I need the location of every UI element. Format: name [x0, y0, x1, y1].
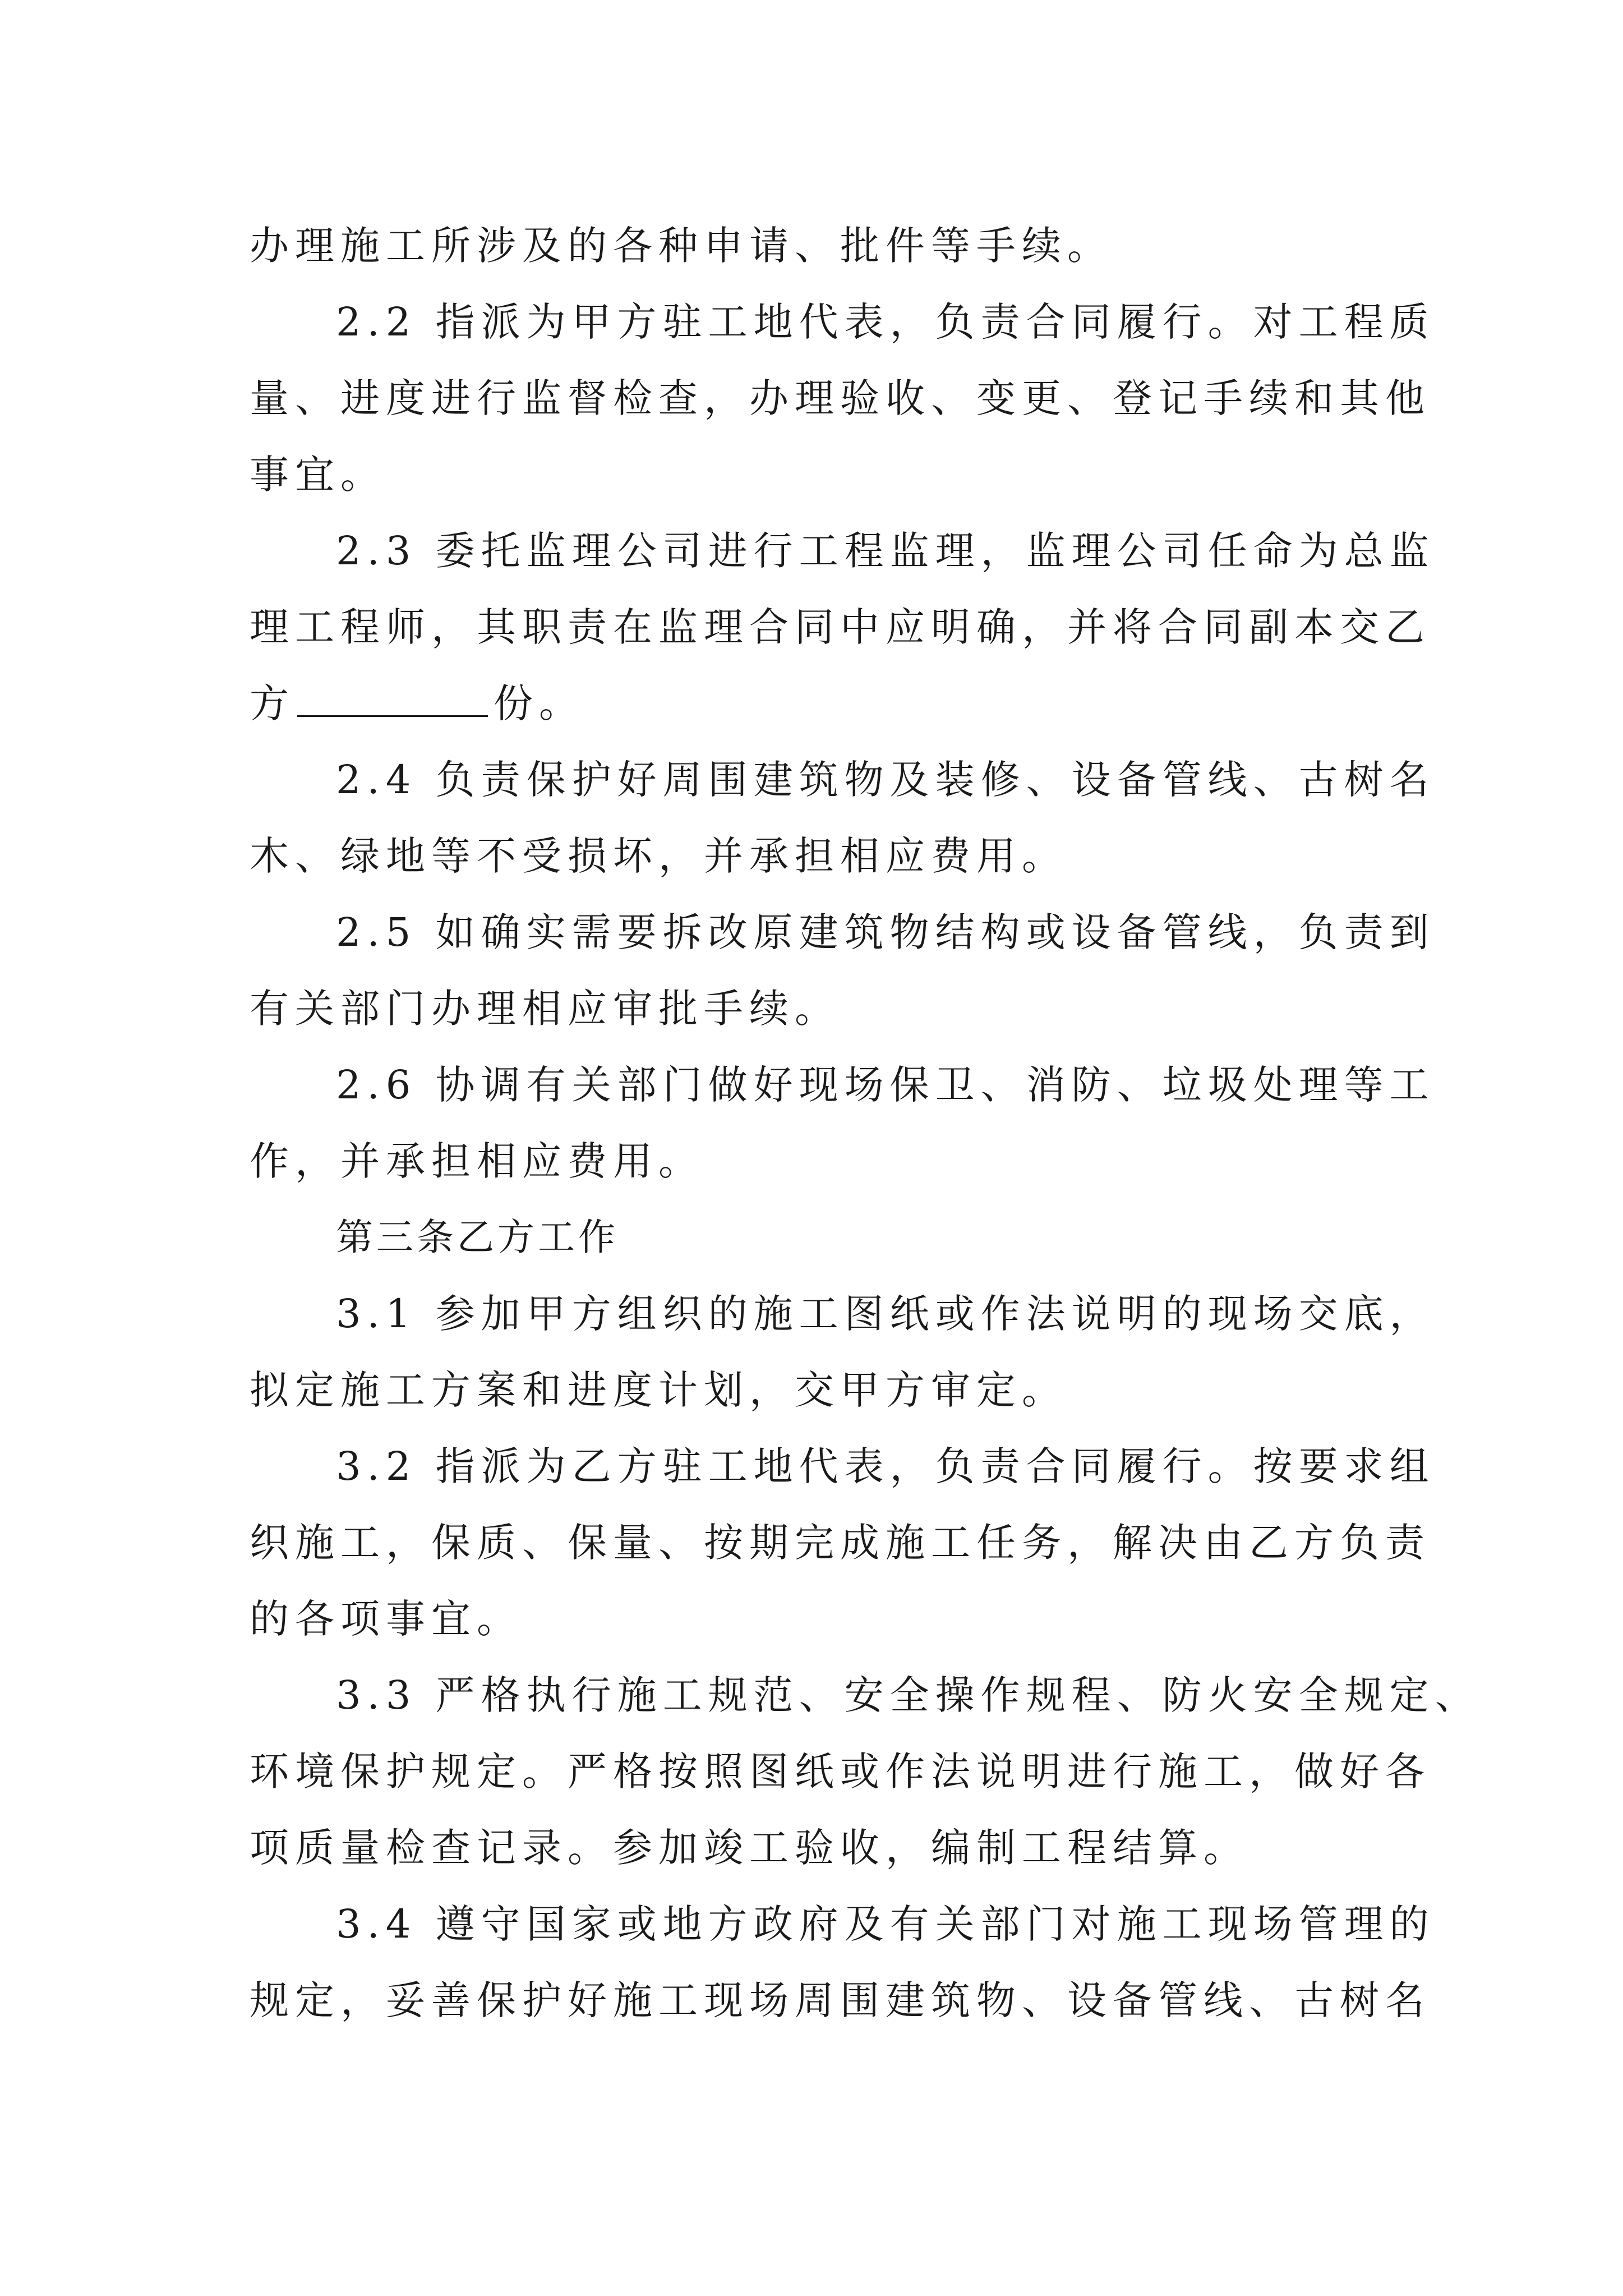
clause-2-5-line: 2.5 如确实需要拆改原建筑物结构或设备管线，负责到	[336, 909, 1435, 955]
clause-3-2-line: 3.2 指派为乙方驻工地代表，负责合同履行。按要求组	[336, 1443, 1435, 1489]
clause-3-1-line: 3.1 参加甲方组织的施工图纸或作法说明的现场交底，	[336, 1291, 1435, 1337]
clause-3-2-line: 织施工，保质、保量、按期完成施工任务，解决由乙方负责	[250, 1520, 1431, 1566]
clause-2-3-line: 理工程师，其职责在监理合同中应明确，并将合同副本交乙	[250, 604, 1431, 650]
clause-2-3-line: 2.3 委托监理公司进行工程监理，监理公司任命为总监	[336, 528, 1435, 574]
clause-3-3-line: 3.3 严格执行施工规范、安全操作规程、防火安全规定、	[336, 1672, 1481, 1718]
clause-2-4-line: 木、绿地等不受损坏，并承担相应费用。	[250, 833, 1067, 879]
clause-2-6-line: 2.6 协调有关部门做好现场保卫、消防、垃圾处理等工	[336, 1062, 1435, 1108]
clause-3-3-line: 环境保护规定。严格按照图纸或作法说明进行施工，做好各	[250, 1749, 1431, 1795]
clause-3-4-line: 规定，妥善保护好施工现场周围建筑物、设备管线、古树名	[250, 1977, 1431, 2023]
clause-3-3-line: 项质量检查记录。参加竣工验收，编制工程结算。	[250, 1825, 1249, 1871]
clause-2-3-line	[250, 665, 1385, 742]
paragraph-line: 办理施工所涉及的各种申请、批件等手续。	[250, 223, 1113, 269]
clause-2-6-line: 作，并承担相应费用。	[250, 1138, 704, 1184]
clause-2-2-line: 事宜。	[250, 452, 386, 498]
clause-2-3-text-before-blank: 方	[250, 680, 295, 726]
clause-2-5-line: 有关部门办理相应审批手续。	[250, 986, 840, 1032]
clause-3-2-line: 的各项事宜。	[250, 1596, 522, 1642]
clause-3-1-line: 拟定施工方案和进度计划，交甲方审定。	[250, 1367, 1067, 1413]
clause-2-2-line: 2.2 指派为甲方驻工地代表，负责合同履行。对工程质	[336, 299, 1435, 345]
clause-2-4-line: 2.4 负责保护好周围建筑物及装修、设备管线、古树名	[336, 757, 1435, 803]
document-body	[250, 208, 1481, 2039]
fill-in-blank	[297, 676, 488, 717]
section-heading: 第三条乙方工作	[336, 1216, 619, 1259]
clause-3-4-line: 3.4 遵守国家或地方政府及有关部门对施工现场管理的	[336, 1901, 1435, 1947]
clause-2-3-text-after-blank: 份。	[494, 680, 584, 726]
clause-2-2-line: 量、进度进行监督检查，办理验收、变更、登记手续和其他	[250, 375, 1431, 421]
